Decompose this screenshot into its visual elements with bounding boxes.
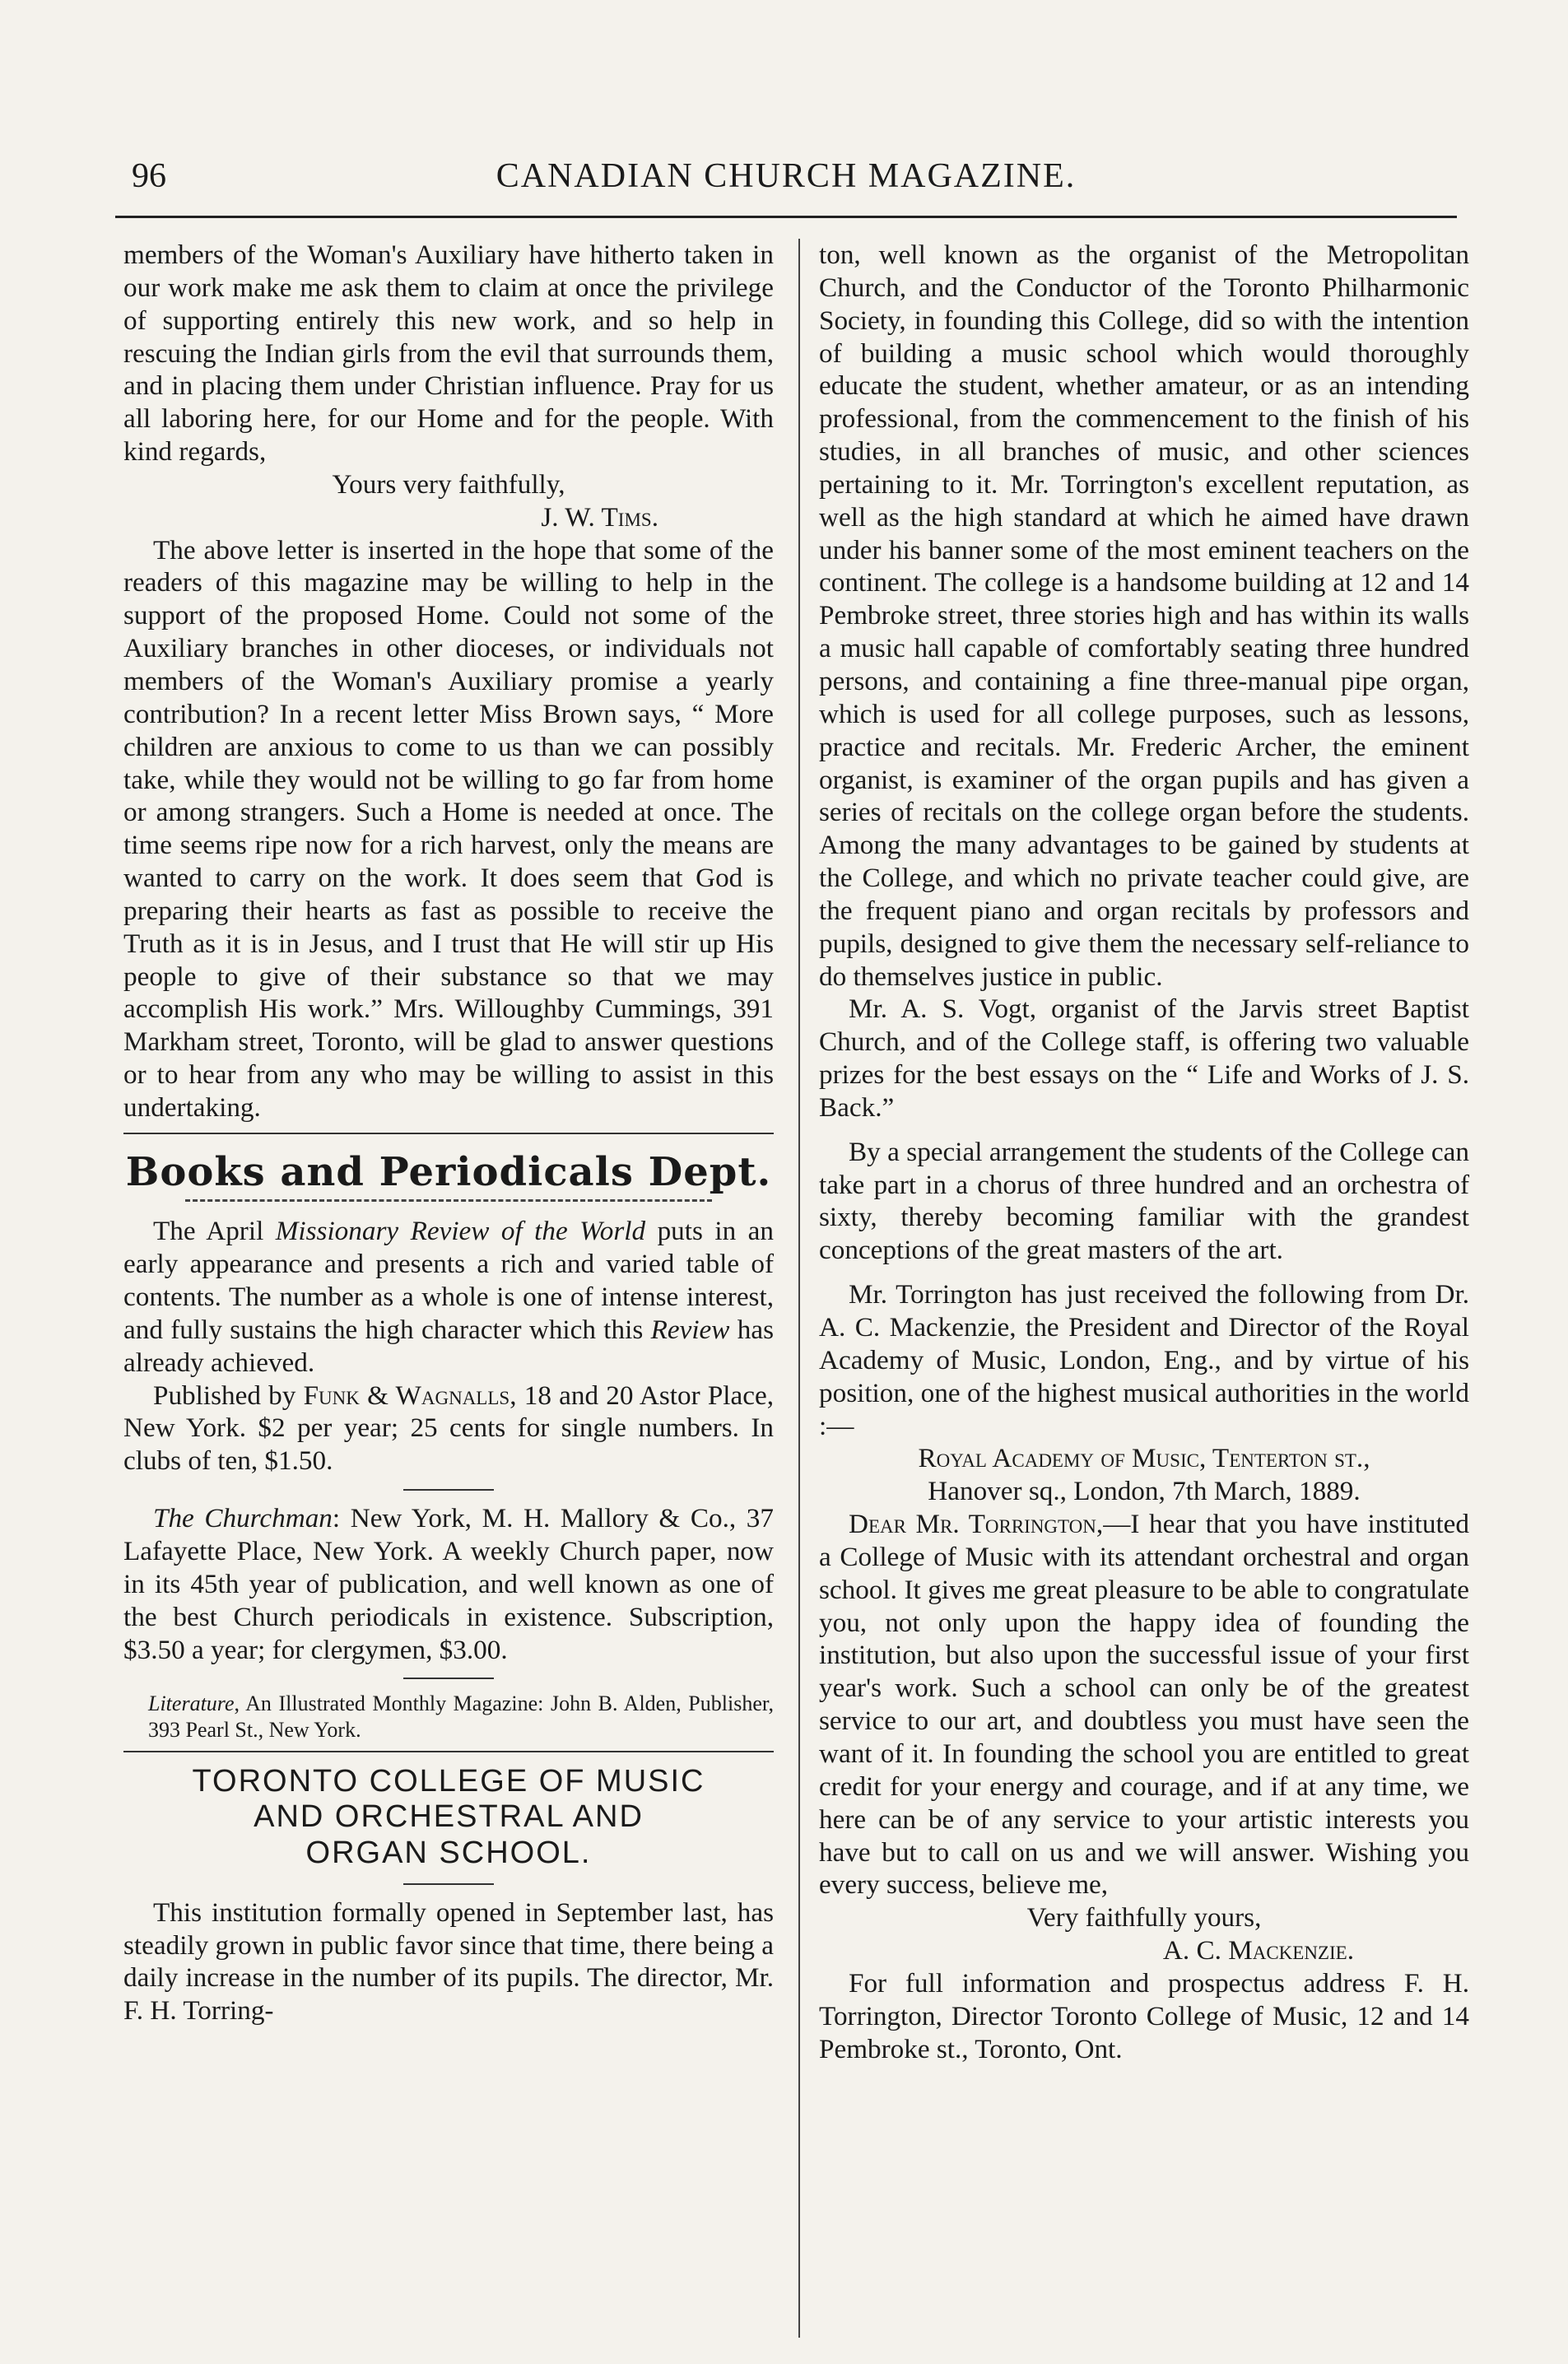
running-title: CANADIAN CHURCH MAGAZINE. — [496, 157, 1077, 195]
right-column — [819, 239, 1469, 2065]
literature-note: Literature, An Illustrated Monthly Magazine: John B. Alden, Publisher, 393 Pearl St., New York. — [148, 1692, 774, 1742]
churchman-title: The Churchman — [153, 1503, 333, 1534]
short-rule — [403, 1489, 494, 1491]
letter-signature: A. C. Mackenzie. — [1162, 1935, 1354, 1966]
letter-address: Royal Academy of Music, Tenterton st., — [918, 1443, 1370, 1474]
letter-date: Hanover sq., London, 7th March, 1889. — [928, 1476, 1361, 1507]
letter-continuation: members of the Woman's Auxiliary have hitherto taken in our work make me ask them to claim at once the privilege of supporting entirely this new work, and so help in rescuing the Indian girls from the evil that surrounds them, and in placing them under Christian influence. Pray for us all laboring here, for our Home and for the people. With kind regards, — [123, 240, 774, 468]
section-rule — [123, 1751, 774, 1752]
review-title: Missionary Review of the World — [275, 1216, 646, 1247]
chorus-paragraph: By a special arrangement the students of the College can take part in a chorus of three hundred and an orchestra of sixty, thereby becoming familiar with the grandest conceptions of the great masters of the art. — [819, 1136, 1469, 1266]
page-number: 96 — [132, 157, 166, 195]
letter-closing: Very faithfully yours, — [1026, 1902, 1262, 1934]
section-rule — [123, 1133, 774, 1134]
left-column — [123, 239, 774, 2027]
review-paragraph: The April Missionary Review of the World puts in an early appearance and presents a rich and varied table of contents. The number as a whole is one of intense interest, and fully sustains the high character which this Review has already achieved. — [123, 1216, 774, 1378]
letter-signature: J. W. Tims. — [541, 501, 658, 533]
page-header — [107, 156, 1465, 206]
column-divider — [798, 239, 800, 2338]
college-description: ton, well known as the organist of the Metropolitan Church, and the Conductor of the Toronto Philharmonic Society, in founding this College, did so with the intention of building a music school which would thoroughly educate the student, whether amateur, or as an intending professional, from the commencement to the finish of his studies, in all branches of music, and other sciences pertaining to it. Mr. Torrington's excellent reputation, as well as the high standard at which he aimed have drawn under his banner some of the most eminent teachers on the continent. The college is a handsome building at 12 and 14 Pembroke street, three stories high and has within its walls a music hall capable of comfortably seating three hundred persons, and containing a fine three-manual pipe organ, which is used for all college purposes, such as lessons, practice and recitals. Mr. Frederic Archer, the eminent organist, is examiner of the organ pupils and has given a series of recitals on the college organ before the students. Among the many advantages to be gained by students at the College, and which no private teacher could give, are the frequent piano and organ recitals by professors and pupils, designed to give them the necessary self-reliance to do themselves justice in public. — [819, 240, 1469, 992]
dept-heading-rule — [185, 1199, 712, 1202]
dept-heading: Books and Periodicals Dept. — [125, 1148, 772, 1195]
header-rule — [115, 216, 1457, 218]
letter-salutation: Dear Mr. Torrington, — [849, 1509, 1104, 1540]
mackenzie-intro: Mr. Torrington has just received the following from Dr. A. C. Mackenzie, the President and Director of the Royal Academy of Music, London, Eng., and by virtue of his position, one of the highest musical authorities in the world :— — [819, 1279, 1469, 1441]
prize-paragraph: Mr. A. S. Vogt, organist of the Jarvis street Baptist Church, and of the College staff, is offering two valuable prizes for the best essays on the “ Life and Works of J. S. Back.” — [819, 994, 1469, 1123]
mackenzie-letter: Dear Mr. Torrington,—I hear that you have instituted a College of Music with its attendant orchestral and organ school. It gives me great pleasure to be able to congratulate you, not only upon the happy idea of founding the institution, but also upon the successful issue of your first year's work. Such a school can only be of the greatest service to our art, and doubtless you must have seen the want of it. In founding the school you are entitled to great credit for your energy and courage, and if at any time, we here can be of any service to your artistic interests you have but to call on us and we will answer. Wishing you every success, believe me, — [819, 1509, 1469, 1901]
short-rule — [403, 1678, 494, 1679]
college-intro: This institution formally opened in September last, has steadily grown in public favor since that time, there being a daily increase in the number of its pupils. The director, Mr. F. H. Torring- — [123, 1896, 774, 2027]
prospectus-paragraph: For full information and prospectus address F. H. Torrington, Director Toronto College of Music, 12 and 14 Pembroke st., Toronto, Ont. — [819, 1967, 1469, 2064]
publisher-name: Funk & Wagnalls — [303, 1380, 510, 1411]
editorial-note: The above letter is inserted in the hope that some of the readers of this magazine may be willing to help in the support of the proposed Home. Could not some of the Auxiliary branches in other dioceses, or individuals not members of the Woman's Auxiliary promise a yearly contribution? In a recent letter Miss Brown says, “ More children are anxious to come to us than we can possibly take, while they would not be willing to go far from home or among strangers. Such a Home is needed at once. The time seems ripe now for a rich harvest, only the means are wanted to carry on the work. It does seem that God is preparing their hearts as fast as possible to receive the Truth as it is in Jesus, and I trust that He will stir up His people to give of their substance so that we may accomplish His work.” Mrs. Willoughby Cummings, 391 Markham street, Toronto, will be glad to answer questions or to hear from any who may be willing to assist in this undertaking. — [123, 534, 774, 1123]
college-section-title: TORONTO COLLEGE OF MUSIC AND ORCHESTRAL AND ORGAN SCHOOL. — [192, 1763, 705, 1871]
short-rule — [403, 1883, 494, 1885]
churchman-paragraph: The Churchman: New York, M. H. Mallory & Co., 37 Lafayette Place, New York. A weekly Church paper, now in its 45th year of publication, and well known as one of the best Church periodicals in existence. Subscription, $3.50 a year; for clergymen, $3.00. — [123, 1503, 774, 1665]
publisher-paragraph: Published by Funk & Wagnalls, 18 and 20 Astor Place, New York. $2 per year; 25 cents for single numbers. In clubs of ten, $1.50. — [123, 1380, 775, 1477]
letter-closing: Yours very faithfully, — [332, 468, 565, 500]
